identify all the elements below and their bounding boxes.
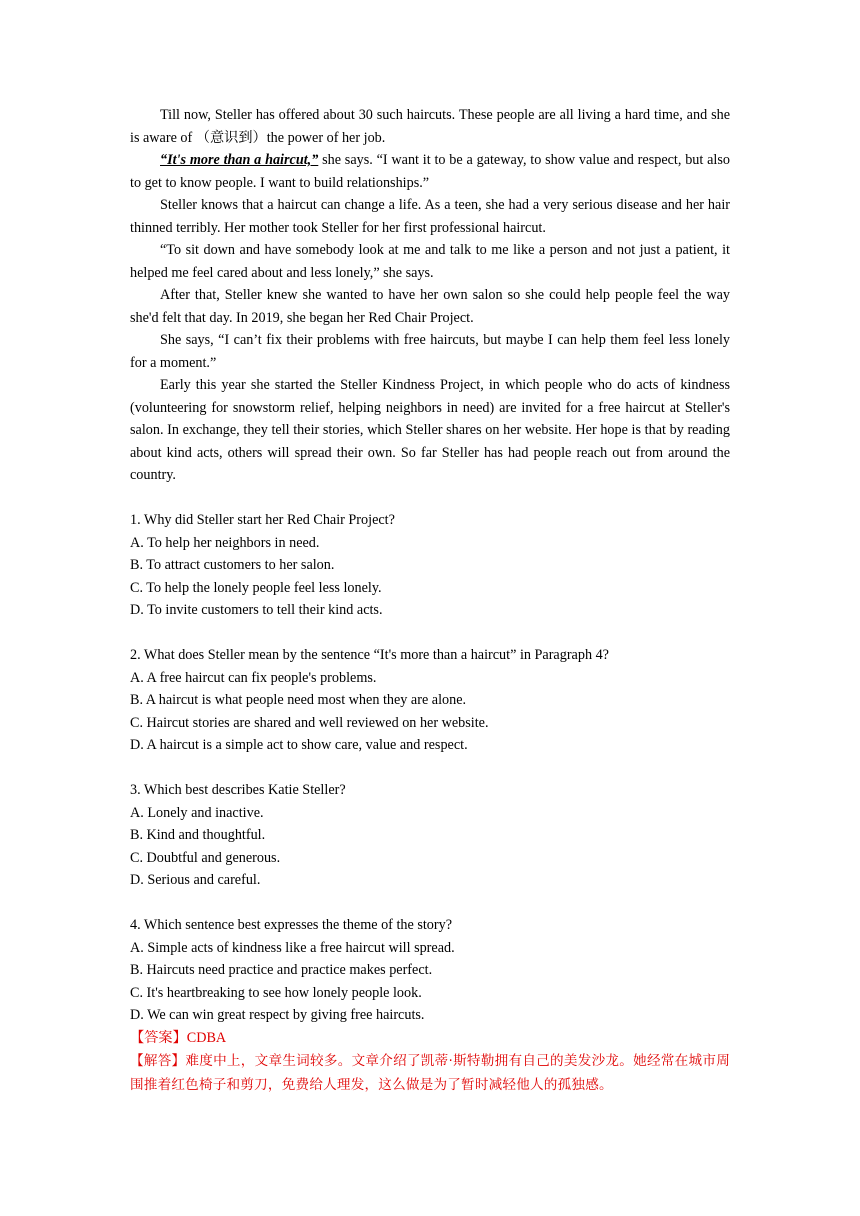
question-stem: 2. What does Steller mean by the sentence “It's more than a haircut” in Paragraph 4?	[130, 647, 609, 663]
option: B. Kind and thoughtful.	[130, 827, 266, 843]
question-4	[130, 914, 730, 1027]
question-3	[130, 779, 730, 892]
spacer	[130, 757, 730, 780]
question-1	[130, 509, 730, 622]
option: B. To attract customers to her salon.	[130, 557, 335, 573]
option: C. Haircut stories are shared and well reviewed on her website.	[130, 714, 489, 731]
question-stem: 1. Why did Steller start her Red Chair Project?	[130, 512, 395, 528]
quote-emphasis: “It's more than a haircut,”	[160, 152, 319, 168]
option: A. Simple acts of kindness like a free haircut will spread.	[130, 939, 455, 956]
passage-paragraph-3: Steller knows that a haircut can change a life. As a teen, she had a very serious disease and her hair thinned terribly. Her mother took Steller for her first professional haircut.	[130, 197, 730, 236]
passage-paragraph-2-rest: she says. “I want it to be a gateway, to show value and respect, but also to get to know people. I want to build relationships.”	[130, 152, 730, 191]
question-2	[130, 644, 730, 757]
option: C. It's heartbreaking to see how lonely people look.	[130, 984, 422, 1001]
option: C. To help the lonely people feel less lonely.	[130, 579, 382, 596]
option: D. A haircut is a simple act to show care, value and respect.	[130, 737, 468, 753]
spacer	[130, 622, 730, 645]
option: D. We can win great respect by giving free haircuts.	[130, 1007, 425, 1023]
passage-paragraph-5: After that, Steller knew she wanted to have her own salon so she could help people feel the way she'd felt that day. In 2019, she began her Red Chair Project.	[130, 287, 730, 326]
option: C. Doubtful and generous.	[130, 849, 281, 866]
spacer	[130, 892, 730, 915]
option: A. Lonely and inactive.	[130, 804, 264, 821]
passage-paragraph-2	[130, 149, 730, 194]
option: B. Haircuts need practice and practice makes perfect.	[130, 962, 433, 978]
option: D. Serious and careful.	[130, 872, 261, 888]
question-stem: 4. Which sentence best expresses the theme of the story?	[130, 917, 453, 933]
passage-paragraph-4: “To sit down and have somebody look at me and talk to me like a person and not just a patient, it helped me feel cared about and less lonely,” she says.	[130, 242, 730, 281]
option: A. To help her neighbors in need.	[130, 534, 320, 551]
passage-paragraph-6: She says, “I can’t fix their problems with free haircuts, but maybe I can help them feel less lonely for a moment.”	[130, 332, 730, 371]
passage-paragraph-1: Till now, Steller has offered about 30 such haircuts. These people are all living a hard time, and she is aware of （意识到）the power of her job.	[130, 107, 730, 146]
document-page	[130, 104, 730, 1097]
passage-paragraph-7: Early this year she started the Steller Kindness Project, in which people who do acts of kindness (volunteering for snowstorm relief, helping neighbors in need) are invited for a free haircut at Steller's salon. In exchange, they tell their stories, which Steller shares on her website. Her hope is that by reading about kind acts, others will spread their own. So far Steller has had people reach out from around the country.	[130, 377, 730, 483]
option: A. A free haircut can fix people's problems.	[130, 669, 377, 686]
spacer	[130, 487, 730, 510]
answer-analysis: 【解答】难度中上，文章生词较多。文章介绍了凯蒂·斯特勒拥有自己的美发沙龙。她经常在城市周围推着红色椅子和剪刀，免费给人理发，这么做是为了暂时减轻他人的孤独感。	[130, 1053, 730, 1093]
question-stem: 3. Which best describes Katie Steller?	[130, 782, 346, 798]
option: B. A haircut is what people need most when they are alone.	[130, 692, 467, 708]
option: D. To invite customers to tell their kind acts.	[130, 602, 383, 618]
answer-key: 【答案】CDBA	[130, 1029, 227, 1046]
